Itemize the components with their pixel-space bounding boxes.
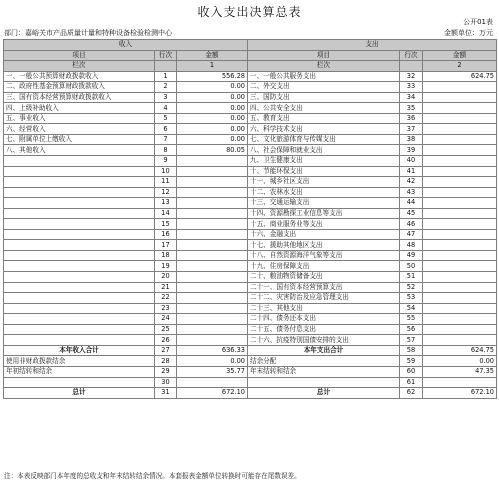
expense-line-cell: 36 — [400, 113, 423, 124]
expense-line-cell: 35 — [400, 103, 423, 114]
expense-amount-cell — [423, 208, 497, 219]
income-item-cell — [4, 219, 155, 230]
expense-item-cell: 十九、住房保障支出 — [248, 261, 400, 272]
expense-amount-cell — [423, 335, 497, 346]
income-item-cell — [4, 324, 155, 335]
expense-item-cell: 结余分配 — [248, 356, 400, 367]
table-row — [4, 103, 497, 114]
income-amount-cell — [177, 303, 248, 314]
expense-item-cell: 十一、城乡社区支出 — [248, 177, 400, 188]
income-line-cell: 12 — [155, 187, 177, 198]
income-line-cell: 19 — [155, 261, 177, 272]
expense-line-cell: 37 — [400, 124, 423, 135]
income-item-cell — [4, 166, 155, 177]
table-row — [4, 293, 497, 304]
income-amount-cell: 0.00 — [177, 124, 248, 135]
table-row — [4, 272, 497, 283]
table-row — [4, 377, 497, 388]
table-row — [4, 356, 497, 367]
income-item-cell — [4, 156, 155, 167]
expense-amount-cell — [423, 272, 497, 283]
income-line-cell: 6 — [155, 124, 177, 135]
column-number-row — [4, 61, 497, 72]
income-item-cell — [4, 198, 155, 209]
expense-item-cell: 十四、资源勘探工业信息等支出 — [248, 208, 400, 219]
income-amount-cell — [177, 198, 248, 209]
income-line-cell: 17 — [155, 240, 177, 251]
income-amount-cell — [177, 177, 248, 188]
expense-amount-cell: 0.00 — [423, 356, 497, 367]
table-row — [4, 219, 497, 230]
income-amount-cell: 0.00 — [177, 356, 248, 367]
expense-amount-cell — [423, 124, 497, 135]
unit-label: 金额单位：万元 — [444, 29, 493, 37]
table-row — [4, 134, 497, 145]
table-row — [4, 208, 497, 219]
expense-line-cell: 51 — [400, 272, 423, 283]
expense-item-cell: 三、国防支出 — [248, 92, 400, 103]
income-item-cell — [4, 293, 155, 304]
income-line-cell: 31 — [155, 388, 177, 399]
expense-amount-cell — [423, 250, 497, 261]
income-amount-cell — [177, 187, 248, 198]
income-amount-cell: 636.33 — [177, 345, 248, 356]
expense-amount-cell — [423, 166, 497, 177]
expense-item-cell: 二十三、其他支出 — [248, 303, 400, 314]
table-row — [4, 388, 497, 399]
expense-item-cell: 二十、粮油物资储备支出 — [248, 272, 400, 283]
income-line-cell: 25 — [155, 324, 177, 335]
income-item-cell — [4, 208, 155, 219]
expense-column-label: 栏次 — [248, 61, 400, 72]
expense-item-cell: 十五、商业服务业等支出 — [248, 219, 400, 230]
expense-amount-cell — [423, 198, 497, 209]
expense-amount-cell — [423, 282, 497, 293]
income-item-cell: 三、国有资本经营预算财政拨款收入 — [4, 92, 155, 103]
income-item-cell — [4, 335, 155, 346]
expense-line-cell: 33 — [400, 82, 423, 93]
table-row — [4, 71, 497, 82]
expense-amount-cell — [423, 261, 497, 272]
report-table-body — [4, 40, 497, 399]
expense-amount-cell — [423, 82, 497, 93]
income-item-cell — [4, 187, 155, 198]
expense-line-cell: 60 — [400, 366, 423, 377]
table-row — [4, 261, 497, 272]
income-line-cell: 15 — [155, 219, 177, 230]
table-row — [4, 282, 497, 293]
income-column-blank — [155, 61, 177, 72]
form-number: 公开01表 — [463, 18, 493, 26]
income-line-cell: 8 — [155, 145, 177, 156]
income-item-cell: 七、附属单位上缴收入 — [4, 134, 155, 145]
section-header-row — [4, 40, 497, 51]
table-row — [4, 229, 497, 240]
income-line-cell: 29 — [155, 366, 177, 377]
expense-item-cell: 四、公共安全支出 — [248, 103, 400, 114]
expense-amount-cell — [423, 219, 497, 230]
expense-amount-cell: 672.10 — [423, 388, 497, 399]
income-line-cell: 16 — [155, 229, 177, 240]
expense-amount-cell — [423, 113, 497, 124]
expense-item-cell: 二十五、债务付息支出 — [248, 324, 400, 335]
table-row — [4, 113, 497, 124]
income-amount-cell: 0.00 — [177, 113, 248, 124]
expense-item-cell: 十七、援助其他地区支出 — [248, 240, 400, 251]
table-row — [4, 177, 497, 188]
expense-amount-cell — [423, 134, 497, 145]
expense-item-cell: 年末结转和结余 — [248, 366, 400, 377]
income-amount-cell: 0.00 — [177, 134, 248, 145]
income-line-cell: 2 — [155, 82, 177, 93]
expense-line-cell: 41 — [400, 166, 423, 177]
income-line-cell: 22 — [155, 293, 177, 304]
income-amount-cell — [177, 314, 248, 325]
income-item-cell: 年初结转和结余 — [4, 366, 155, 377]
income-amount-cell — [177, 377, 248, 388]
income-item-cell: 一、一般公共预算财政拨款收入 — [4, 71, 155, 82]
expense-amount-cell — [423, 314, 497, 325]
income-amount-cell: 0.00 — [177, 103, 248, 114]
income-item-cell: 六、经营收入 — [4, 124, 155, 135]
income-amount-cell: 35.77 — [177, 366, 248, 377]
expense-line-cell: 32 — [400, 71, 423, 82]
table-row — [4, 82, 497, 93]
expense-column-blank — [400, 61, 423, 72]
expense-item-cell: 九、卫生健康支出 — [248, 156, 400, 167]
table-row — [4, 198, 497, 209]
expense-line-cell: 40 — [400, 156, 423, 167]
expense-line-cell: 39 — [400, 145, 423, 156]
income-item-cell — [4, 240, 155, 251]
income-item-cell: 四、上级补助收入 — [4, 103, 155, 114]
expense-line-cell: 47 — [400, 229, 423, 240]
table-row — [4, 145, 497, 156]
expense-line-cell: 52 — [400, 282, 423, 293]
column-header-row — [4, 50, 497, 61]
income-item-cell: 本年收入合计 — [4, 345, 155, 356]
expense-line-cell: 43 — [400, 187, 423, 198]
income-header: 收入 — [4, 40, 248, 51]
expense-line-cell: 54 — [400, 303, 423, 314]
income-amount-cell — [177, 282, 248, 293]
table-row — [4, 345, 497, 356]
income-item-cell — [4, 282, 155, 293]
expense-amount-cell — [423, 187, 497, 198]
expense-line-cell: 56 — [400, 324, 423, 335]
expense-line-cell: 34 — [400, 92, 423, 103]
income-line-cell: 3 — [155, 92, 177, 103]
income-item-header: 项目 — [4, 50, 155, 61]
expense-item-cell: 十三、交通运输支出 — [248, 198, 400, 209]
expense-item-cell: 二十二、灾害防治及应急管理支出 — [248, 293, 400, 304]
expense-item-cell: 二十四、债务还本支出 — [248, 314, 400, 325]
expense-line-cell: 45 — [400, 208, 423, 219]
expense-amount-cell — [423, 240, 497, 251]
expense-item-header: 项目 — [248, 50, 400, 61]
income-amount-cell: 556.28 — [177, 71, 248, 82]
expense-header: 支出 — [248, 40, 497, 51]
table-row — [4, 187, 497, 198]
income-amount-cell — [177, 166, 248, 177]
expense-line-header: 行次 — [400, 50, 423, 61]
income-line-cell: 11 — [155, 177, 177, 188]
expense-line-cell: 50 — [400, 261, 423, 272]
expense-line-cell: 48 — [400, 240, 423, 251]
income-line-cell: 13 — [155, 198, 177, 209]
expense-item-cell: 七、文化旅游体育与传媒支出 — [248, 134, 400, 145]
income-amount-cell: 80.05 — [177, 145, 248, 156]
table-row — [4, 303, 497, 314]
income-line-cell: 23 — [155, 303, 177, 314]
income-item-cell — [4, 261, 155, 272]
expense-line-cell: 53 — [400, 293, 423, 304]
income-amount-header: 金额 — [177, 50, 248, 61]
expense-amount-cell: 624.75 — [423, 71, 497, 82]
expense-amount-cell — [423, 324, 497, 335]
expense-line-cell: 42 — [400, 177, 423, 188]
expense-amount-cell — [423, 103, 497, 114]
income-line-header: 行次 — [155, 50, 177, 61]
income-line-cell: 26 — [155, 335, 177, 346]
page-title: 收入支出决算总表 — [197, 5, 302, 19]
expense-line-cell: 58 — [400, 345, 423, 356]
income-amount-cell — [177, 219, 248, 230]
table-row — [4, 240, 497, 251]
table-row — [4, 124, 497, 135]
table-row — [4, 156, 497, 167]
table-row — [4, 335, 497, 346]
income-line-cell: 14 — [155, 208, 177, 219]
income-item-cell — [4, 377, 155, 388]
income-item-cell: 总计 — [4, 388, 155, 399]
income-item-cell: 使用非财政拨款结余 — [4, 356, 155, 367]
expense-amount-cell — [423, 303, 497, 314]
expense-item-cell: 二十六、抗疫特别国债安排的支出 — [248, 335, 400, 346]
income-amount-cell — [177, 156, 248, 167]
expense-line-cell: 55 — [400, 314, 423, 325]
income-item-cell — [4, 272, 155, 283]
expense-line-cell: 46 — [400, 219, 423, 230]
expense-item-cell: 十六、金融支出 — [248, 229, 400, 240]
expense-item-cell: 十、节能环保支出 — [248, 166, 400, 177]
expense-amount-cell — [423, 229, 497, 240]
income-line-cell: 10 — [155, 166, 177, 177]
income-line-cell: 30 — [155, 377, 177, 388]
income-line-cell: 1 — [155, 71, 177, 82]
expense-amount-cell — [423, 177, 497, 188]
income-line-cell: 21 — [155, 282, 177, 293]
expense-item-cell: 五、教育支出 — [248, 113, 400, 124]
expense-amount-cell — [423, 156, 497, 167]
expense-amount-cell — [423, 92, 497, 103]
income-line-cell: 5 — [155, 113, 177, 124]
income-item-cell — [4, 229, 155, 240]
expense-amount-cell — [423, 293, 497, 304]
income-amount-cell: 672.10 — [177, 388, 248, 399]
expense-line-cell: 62 — [400, 388, 423, 399]
expense-item-cell: 总计 — [248, 388, 400, 399]
expense-line-cell: 49 — [400, 250, 423, 261]
income-line-cell: 9 — [155, 156, 177, 167]
expense-line-cell: 61 — [400, 377, 423, 388]
income-line-cell: 4 — [155, 103, 177, 114]
income-item-cell: 二、政府性基金预算财政拨款收入 — [4, 82, 155, 93]
table-row — [4, 92, 497, 103]
expense-item-cell: 一、一般公共服务支出 — [248, 71, 400, 82]
income-item-cell — [4, 314, 155, 325]
income-column-label: 栏次 — [4, 61, 155, 72]
expense-item-cell: 六、科学技术支出 — [248, 124, 400, 135]
table-row — [4, 366, 497, 377]
expense-amount-header: 金额 — [423, 50, 497, 61]
income-item-cell — [4, 177, 155, 188]
income-amount-cell — [177, 272, 248, 283]
expense-item-cell: 十二、农林水支出 — [248, 187, 400, 198]
income-amount-cell — [177, 335, 248, 346]
income-column-number: 1 — [177, 61, 248, 72]
income-line-cell: 24 — [155, 314, 177, 325]
income-amount-cell — [177, 229, 248, 240]
income-item-cell — [4, 303, 155, 314]
expense-amount-cell: 47.35 — [423, 366, 497, 377]
table-row — [4, 166, 497, 177]
expense-item-cell: 八、社会保障和就业支出 — [248, 145, 400, 156]
income-item-cell: 五、事业收入 — [4, 113, 155, 124]
income-line-cell: 20 — [155, 272, 177, 283]
expense-line-cell: 59 — [400, 356, 423, 367]
expense-item-cell: 二十一、国有资本经营预算支出 — [248, 282, 400, 293]
income-line-cell: 18 — [155, 250, 177, 261]
expense-item-cell — [248, 377, 400, 388]
report-info — [4, 28, 493, 38]
expense-item-cell: 二、外交支出 — [248, 82, 400, 93]
expense-item-cell: 十八、自然资源海洋气象等支出 — [248, 250, 400, 261]
expense-line-cell: 38 — [400, 134, 423, 145]
expense-column-number: 2 — [423, 61, 497, 72]
income-line-cell: 7 — [155, 134, 177, 145]
income-item-cell: 八、其他收入 — [4, 145, 155, 156]
expense-amount-cell — [423, 377, 497, 388]
income-amount-cell: 0.00 — [177, 82, 248, 93]
report-table — [3, 39, 497, 399]
income-item-cell — [4, 250, 155, 261]
expense-amount-cell — [423, 145, 497, 156]
income-amount-cell — [177, 240, 248, 251]
footnote: 注：本表反映部门本年度的总收支和年末结转结余情况。本套报表金额单位转换时可能存在尾数误差。 — [4, 472, 301, 480]
table-row — [4, 314, 497, 325]
income-line-cell: 28 — [155, 356, 177, 367]
expense-line-cell: 57 — [400, 335, 423, 346]
income-amount-cell — [177, 250, 248, 261]
expense-item-cell: 本年支出合计 — [248, 345, 400, 356]
income-amount-cell: 0.00 — [177, 92, 248, 103]
table-row — [4, 250, 497, 261]
income-amount-cell — [177, 293, 248, 304]
department-label: 部门：嘉峪关市产品质量计量和特种设备检验检测中心 — [4, 29, 172, 37]
income-amount-cell — [177, 261, 248, 272]
table-row — [4, 324, 497, 335]
expense-line-cell: 44 — [400, 198, 423, 209]
income-line-cell: 27 — [155, 345, 177, 356]
income-amount-cell — [177, 324, 248, 335]
expense-amount-cell: 624.75 — [423, 345, 497, 356]
income-amount-cell — [177, 208, 248, 219]
